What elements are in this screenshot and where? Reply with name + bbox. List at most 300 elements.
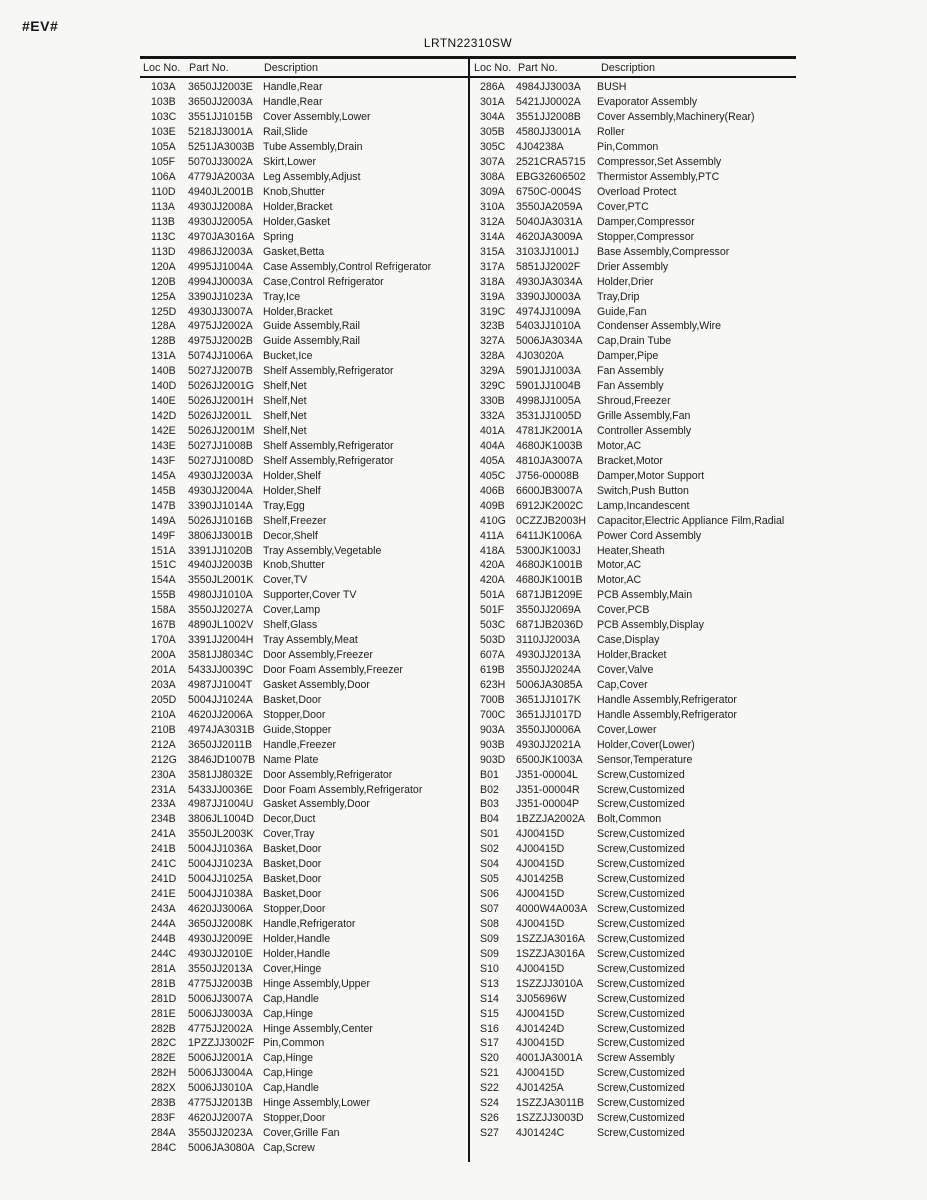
description-cell: Screw,Customized <box>597 843 685 856</box>
loc-no-cell: 330B <box>480 395 505 408</box>
description-cell: Motor,AC <box>597 439 642 452</box>
description-cell: Lamp,Incandescent <box>597 499 690 512</box>
table-row <box>470 379 796 394</box>
part-no-cell: 5027JJ2007B <box>188 365 253 378</box>
table-row <box>470 170 796 185</box>
table-row <box>140 409 468 424</box>
description-cell: Shelf,Net <box>263 410 307 423</box>
part-no-cell: 5026JJ2001M <box>188 425 255 438</box>
description-cell: Holder,Bracket <box>597 649 667 662</box>
table-row <box>470 1051 796 1066</box>
table-row <box>140 558 468 573</box>
description-cell: Tray,Drip <box>597 290 640 303</box>
table-row <box>140 1051 468 1066</box>
loc-no-cell: 401A <box>480 425 505 438</box>
part-no-cell: 6871JB1209E <box>516 589 583 602</box>
loc-no-cell: 301A <box>480 96 505 109</box>
table-row <box>140 633 468 648</box>
table-row <box>140 767 468 782</box>
description-cell: Stopper,Door <box>263 1112 326 1125</box>
table-row <box>140 707 468 722</box>
part-no-cell: 3650JJ2003E <box>188 81 253 94</box>
part-no-cell: 3103JJ1001J <box>516 245 580 258</box>
table-row <box>140 1096 468 1111</box>
part-no-cell: 4980JJ1010A <box>188 589 253 602</box>
description-cell: Hinge Assembly,Upper <box>263 977 370 990</box>
table-row <box>470 797 796 812</box>
loc-no-cell: 310A <box>480 200 505 213</box>
loc-no-cell: S06 <box>480 888 499 901</box>
description-cell: Switch,Push Button <box>597 484 689 497</box>
description-cell: Knob,Shutter <box>263 186 325 199</box>
part-no-cell: 5433JJ0036E <box>188 783 253 796</box>
loc-no-cell: S16 <box>480 1022 499 1035</box>
table-row <box>470 1096 796 1111</box>
description-cell: Compressor,Set Assembly <box>597 156 722 169</box>
loc-no-cell: 210B <box>151 723 176 736</box>
part-no-cell: 4J03020A <box>516 350 564 363</box>
description-cell: Cover Assembly,Machinery(Rear) <box>597 111 755 124</box>
description-cell: Door Assembly,Refrigerator <box>263 768 393 781</box>
loc-no-cell: 283F <box>151 1112 176 1125</box>
table-row <box>470 887 796 902</box>
description-cell: Base Assembly,Compressor <box>597 245 730 258</box>
part-no-cell: 1SZZJA3016A <box>516 947 585 960</box>
table-row <box>470 752 796 767</box>
description-cell: Door Assembly,Freezer <box>263 649 373 662</box>
part-no-cell: 3390JJ1023A <box>188 290 253 303</box>
table-row <box>470 289 796 304</box>
loc-no-cell: S22 <box>480 1082 499 1095</box>
part-no-cell: 4890JL1002V <box>188 619 254 632</box>
loc-no-cell: 607A <box>480 649 505 662</box>
loc-no-cell: 304A <box>480 111 505 124</box>
header-part-no: Part No. <box>189 61 229 74</box>
table-row <box>470 125 796 140</box>
loc-no-cell: 131A <box>151 350 176 363</box>
table-row <box>140 543 468 558</box>
table-row <box>470 588 796 603</box>
description-cell: BUSH <box>597 81 627 94</box>
table-row <box>140 155 468 170</box>
table-row <box>140 902 468 917</box>
loc-no-cell: 282B <box>151 1022 176 1035</box>
description-cell: Hinge Assembly,Lower <box>263 1097 370 1110</box>
description-cell: Leg Assembly,Adjust <box>263 171 361 184</box>
table-row <box>140 259 468 274</box>
table-row <box>470 319 796 334</box>
description-cell: Door Foam Assembly,Refrigerator <box>263 783 423 796</box>
table-row <box>140 946 468 961</box>
part-no-cell: 4975JJ2002A <box>188 320 253 333</box>
table-row <box>470 200 796 215</box>
part-no-cell: 3651JJ1017K <box>516 693 581 706</box>
part-no-cell: 4J00415D <box>516 888 565 901</box>
part-no-cell: 4970JA3016A <box>188 230 255 243</box>
part-no-cell: 3550JJ2027A <box>188 604 253 617</box>
loc-no-cell: 418A <box>480 544 505 557</box>
table-row <box>140 1141 468 1156</box>
description-cell: Tray Assembly,Vegetable <box>263 544 382 557</box>
loc-no-cell: B04 <box>480 813 499 826</box>
loc-no-cell: 120B <box>151 275 176 288</box>
loc-no-cell: 283B <box>151 1097 176 1110</box>
table-row <box>140 737 468 752</box>
table-row <box>470 409 796 424</box>
table-row <box>140 663 468 678</box>
loc-no-cell: S15 <box>480 1007 499 1020</box>
part-no-cell: 6871JB2036D <box>516 619 584 632</box>
description-cell: Bracket,Motor <box>597 454 663 467</box>
loc-no-cell: 151C <box>151 559 177 572</box>
table-row <box>140 244 468 259</box>
loc-no-cell: 305B <box>480 126 505 139</box>
loc-no-cell: 323B <box>480 320 505 333</box>
part-no-cell: 4J00415D <box>516 1007 565 1020</box>
parts-column-right <box>468 78 796 1162</box>
table-row <box>470 976 796 991</box>
loc-no-cell: 113C <box>151 230 176 243</box>
table-row <box>140 319 468 334</box>
table-row <box>470 543 796 558</box>
description-cell: Cap,Cover <box>597 678 648 691</box>
description-cell: Cover,PCB <box>597 604 650 617</box>
part-no-cell: 1SZZJA3016A <box>516 932 585 945</box>
table-row <box>140 304 468 319</box>
description-cell: Case,Display <box>597 634 660 647</box>
loc-no-cell: S09 <box>480 947 499 960</box>
loc-no-cell: 241C <box>151 858 177 871</box>
description-cell: Guide Assembly,Rail <box>263 320 360 333</box>
description-cell: Cover,TV <box>263 574 308 587</box>
part-no-cell: 5040JA3031A <box>516 215 583 228</box>
part-no-cell: 5421JJ0002A <box>516 96 581 109</box>
table-row <box>140 498 468 513</box>
part-no-cell: 3550JJ2023A <box>188 1127 253 1140</box>
loc-no-cell: 284A <box>151 1127 176 1140</box>
table-row <box>470 513 796 528</box>
part-no-cell: 4930JJ2009E <box>188 932 253 945</box>
part-no-cell: 3550JJ0006A <box>516 723 581 736</box>
part-no-cell: 4000W4A003A <box>516 903 588 916</box>
loc-no-cell: 147B <box>151 499 176 512</box>
description-cell: Cover Assembly,Lower <box>263 111 371 124</box>
description-cell: Holder,Handle <box>263 932 331 945</box>
part-no-cell: 4620JJ2006A <box>188 708 253 721</box>
loc-no-cell: 103B <box>151 96 176 109</box>
description-cell: Overload Protect <box>597 186 677 199</box>
table-row <box>470 1021 796 1036</box>
description-cell: Basket,Door <box>263 693 322 706</box>
ev-mark: #EV# <box>22 18 59 34</box>
loc-no-cell: 231A <box>151 783 176 796</box>
table-row <box>140 887 468 902</box>
loc-no-cell: 503D <box>480 634 506 647</box>
description-cell: Screw,Customized <box>597 1127 685 1140</box>
part-no-cell: 4J04238A <box>516 141 564 154</box>
description-cell: Rail,Slide <box>263 126 308 139</box>
description-cell: Shelf Assembly,Refrigerator <box>263 454 394 467</box>
table-row <box>470 274 796 289</box>
loc-no-cell: 203A <box>151 678 176 691</box>
description-cell: Basket,Door <box>263 843 322 856</box>
loc-no-cell: 318A <box>480 275 505 288</box>
loc-no-cell: S01 <box>480 828 499 841</box>
parts-column-left <box>140 78 468 1162</box>
table-row <box>140 573 468 588</box>
part-no-cell: 4974JJ1009A <box>516 305 581 318</box>
part-no-cell: 4779JA2003A <box>188 171 255 184</box>
description-cell: Cap,Hinge <box>263 1052 314 1065</box>
loc-no-cell: 105A <box>151 141 176 154</box>
loc-no-cell: B02 <box>480 783 499 796</box>
part-no-cell: 3391JJ1020B <box>188 544 253 557</box>
description-cell: Screw,Customized <box>597 783 685 796</box>
part-no-cell: 3651JJ1017D <box>516 708 582 721</box>
loc-no-cell: 411A <box>480 529 504 542</box>
description-cell: Cover,Valve <box>597 664 654 677</box>
description-cell: Cap,Drain Tube <box>597 335 672 348</box>
description-cell: Hinge Assembly,Center <box>263 1022 373 1035</box>
part-no-cell: 5901JJ1004B <box>516 380 581 393</box>
description-cell: Tube Assembly,Drain <box>263 141 363 154</box>
loc-no-cell: 103C <box>151 111 177 124</box>
table-row <box>470 1006 796 1021</box>
part-no-cell: 4775JJ2002A <box>188 1022 253 1035</box>
loc-no-cell: 143F <box>151 454 176 467</box>
loc-no-cell: S20 <box>480 1052 499 1065</box>
loc-no-cell: 315A <box>480 245 505 258</box>
part-no-cell: 4775JJ2003B <box>188 977 253 990</box>
description-cell: Basket,Door <box>263 858 322 871</box>
loc-no-cell: 244C <box>151 947 177 960</box>
loc-no-cell: 420A <box>480 574 505 587</box>
description-cell: Motor,AC <box>597 559 642 572</box>
loc-no-cell: 305C <box>480 141 506 154</box>
description-cell: Handle Assembly,Refrigerator <box>597 693 737 706</box>
loc-no-cell: 106A <box>151 171 176 184</box>
loc-no-cell: S27 <box>480 1127 499 1140</box>
loc-no-cell: 230A <box>151 768 176 781</box>
part-no-cell: 5027JJ1008D <box>188 454 254 467</box>
loc-no-cell: 314A <box>480 230 505 243</box>
part-no-cell: 3110JJ2003A <box>516 634 581 647</box>
description-cell: Screw,Customized <box>597 828 685 841</box>
loc-no-cell: 700C <box>480 708 506 721</box>
description-cell: Guide Assembly,Rail <box>263 335 360 348</box>
description-cell: Case,Control Refrigerator <box>263 275 384 288</box>
table-row <box>140 1066 468 1081</box>
loc-no-cell: 410G <box>480 514 506 527</box>
description-cell: Decor,Shelf <box>263 529 318 542</box>
part-no-cell: 5433JJ0039C <box>188 664 254 677</box>
loc-no-cell: 282C <box>151 1037 177 1050</box>
loc-no-cell: 319C <box>480 305 506 318</box>
table-row <box>470 663 796 678</box>
description-cell: Evaporator Assembly <box>597 96 698 109</box>
loc-no-cell: 405A <box>480 454 505 467</box>
loc-no-cell: 170A <box>151 634 176 647</box>
description-cell: Tray,Ice <box>263 290 301 303</box>
part-no-cell: 3J05696W <box>516 992 567 1005</box>
table-row <box>470 558 796 573</box>
loc-no-cell: 409B <box>480 499 505 512</box>
description-cell: Cover,Hinge <box>263 962 322 975</box>
description-cell: Cover,Tray <box>263 828 315 841</box>
loc-no-cell: 244B <box>151 932 176 945</box>
table-row <box>470 498 796 513</box>
parts-table <box>140 56 796 1162</box>
table-row <box>470 946 796 961</box>
description-cell: Handle,Freezer <box>263 738 337 751</box>
table-row <box>470 483 796 498</box>
table-row <box>140 214 468 229</box>
loc-no-cell: 140E <box>151 395 176 408</box>
part-no-cell: 4930JJ2013A <box>516 649 581 662</box>
part-no-cell: 3550JA2059A <box>516 200 583 213</box>
table-row <box>470 364 796 379</box>
table-row <box>470 767 796 782</box>
loc-no-cell: 619B <box>480 664 505 677</box>
table-row <box>140 140 468 155</box>
description-cell: Screw,Customized <box>597 917 685 930</box>
description-cell: Screw,Customized <box>597 932 685 945</box>
table-row <box>470 334 796 349</box>
description-cell: Damper,Compressor <box>597 215 695 228</box>
description-cell: Heater,Sheath <box>597 544 665 557</box>
table-row <box>140 588 468 603</box>
part-no-cell: 3581JJ8032E <box>188 768 253 781</box>
header-description: Description <box>264 61 319 74</box>
loc-no-cell: 140B <box>151 365 176 378</box>
description-cell: Screw,Customized <box>597 888 685 901</box>
table-row <box>470 917 796 932</box>
loc-no-cell: 503C <box>480 619 506 632</box>
table-row <box>470 95 796 110</box>
description-cell: Cover,PTC <box>597 200 649 213</box>
part-no-cell: 5004JJ1024A <box>188 693 253 706</box>
table-row <box>140 752 468 767</box>
table-row <box>140 722 468 737</box>
loc-no-cell: 145B <box>151 484 176 497</box>
table-row <box>140 379 468 394</box>
loc-no-cell: 406B <box>480 484 505 497</box>
description-cell: Holder,Cover(Lower) <box>597 738 695 751</box>
description-cell: Pin,Common <box>263 1037 325 1050</box>
table-row <box>470 827 796 842</box>
table-row <box>140 349 468 364</box>
table-row <box>140 483 468 498</box>
part-no-cell: 3806JL1004D <box>188 813 254 826</box>
table-row <box>140 782 468 797</box>
loc-no-cell: 154A <box>151 574 176 587</box>
part-no-cell: 4998JJ1005A <box>516 395 581 408</box>
part-no-cell: 4987JJ1004U <box>188 798 254 811</box>
loc-no-cell: 281B <box>151 977 176 990</box>
part-no-cell: 5218JJ3001A <box>188 126 253 139</box>
description-cell: Controller Assembly <box>597 425 692 438</box>
description-cell: Shelf Assembly,Refrigerator <box>263 365 394 378</box>
description-cell: Power Cord Assembly <box>597 529 702 542</box>
loc-no-cell: 140D <box>151 380 177 393</box>
part-no-cell: 4680JK1001B <box>516 559 583 572</box>
loc-no-cell: 201A <box>151 664 176 677</box>
part-no-cell: 4680JK1001B <box>516 574 583 587</box>
description-cell: Guide,Fan <box>597 305 647 318</box>
loc-no-cell: S08 <box>480 917 499 930</box>
table-row <box>140 468 468 483</box>
loc-no-cell: 243A <box>151 903 176 916</box>
description-cell: Sensor,Temperature <box>597 753 693 766</box>
table-header-right <box>468 59 796 76</box>
table-row <box>140 80 468 95</box>
table-row <box>140 1081 468 1096</box>
table-row <box>470 468 796 483</box>
part-no-cell: 3846JD1007B <box>188 753 256 766</box>
loc-no-cell: 155B <box>151 589 176 602</box>
loc-no-cell: 308A <box>480 171 505 184</box>
loc-no-cell: S21 <box>480 1067 499 1080</box>
loc-no-cell: 113B <box>151 215 175 228</box>
table-row <box>470 185 796 200</box>
loc-no-cell: 405C <box>480 469 506 482</box>
description-cell: Name Plate <box>263 753 319 766</box>
table-row <box>140 1006 468 1021</box>
loc-no-cell: S26 <box>480 1112 499 1125</box>
table-row <box>140 812 468 827</box>
loc-no-cell: 404A <box>480 439 505 452</box>
description-cell: Screw,Customized <box>597 768 685 781</box>
table-row <box>470 1081 796 1096</box>
description-cell: Drier Assembly <box>597 260 669 273</box>
description-cell: Screw Assembly <box>597 1052 675 1065</box>
description-cell: Screw,Customized <box>597 798 685 811</box>
table-row <box>470 528 796 543</box>
description-cell: Cap,Hinge <box>263 1067 314 1080</box>
loc-no-cell: 329C <box>480 380 506 393</box>
table-header-row <box>140 59 796 78</box>
description-cell: Screw,Customized <box>597 1097 685 1110</box>
table-row <box>140 1126 468 1141</box>
part-no-cell: 4781JK2001A <box>516 425 583 438</box>
part-no-cell: 3650JJ2008K <box>188 917 253 930</box>
loc-no-cell: 210A <box>151 708 176 721</box>
loc-no-cell: 282H <box>151 1067 177 1080</box>
loc-no-cell: 623H <box>480 678 506 691</box>
table-row <box>470 692 796 707</box>
table-row <box>470 1066 796 1081</box>
part-no-cell: 4J00415D <box>516 843 565 856</box>
description-cell: Shelf Assembly,Refrigerator <box>263 439 394 452</box>
part-no-cell: 4J00415D <box>516 858 565 871</box>
loc-no-cell: 200A <box>151 649 176 662</box>
loc-no-cell: 241E <box>151 888 176 901</box>
loc-no-cell: S14 <box>480 992 499 1005</box>
part-no-cell: 4580JJ3001A <box>516 126 581 139</box>
table-row <box>470 991 796 1006</box>
loc-no-cell: B01 <box>480 768 499 781</box>
loc-no-cell: 309A <box>480 186 505 199</box>
loc-no-cell: 113A <box>151 200 175 213</box>
loc-no-cell: S09 <box>480 932 499 945</box>
part-no-cell: 1SZZJJ3003D <box>516 1112 584 1125</box>
loc-no-cell: 244A <box>151 917 176 930</box>
description-cell: Screw,Customized <box>597 1067 685 1080</box>
loc-no-cell: 903B <box>480 738 505 751</box>
part-no-cell: 5006JJ3004A <box>188 1067 253 1080</box>
description-cell: Tray Assembly,Meat <box>263 634 358 647</box>
loc-no-cell: 328A <box>480 350 505 363</box>
